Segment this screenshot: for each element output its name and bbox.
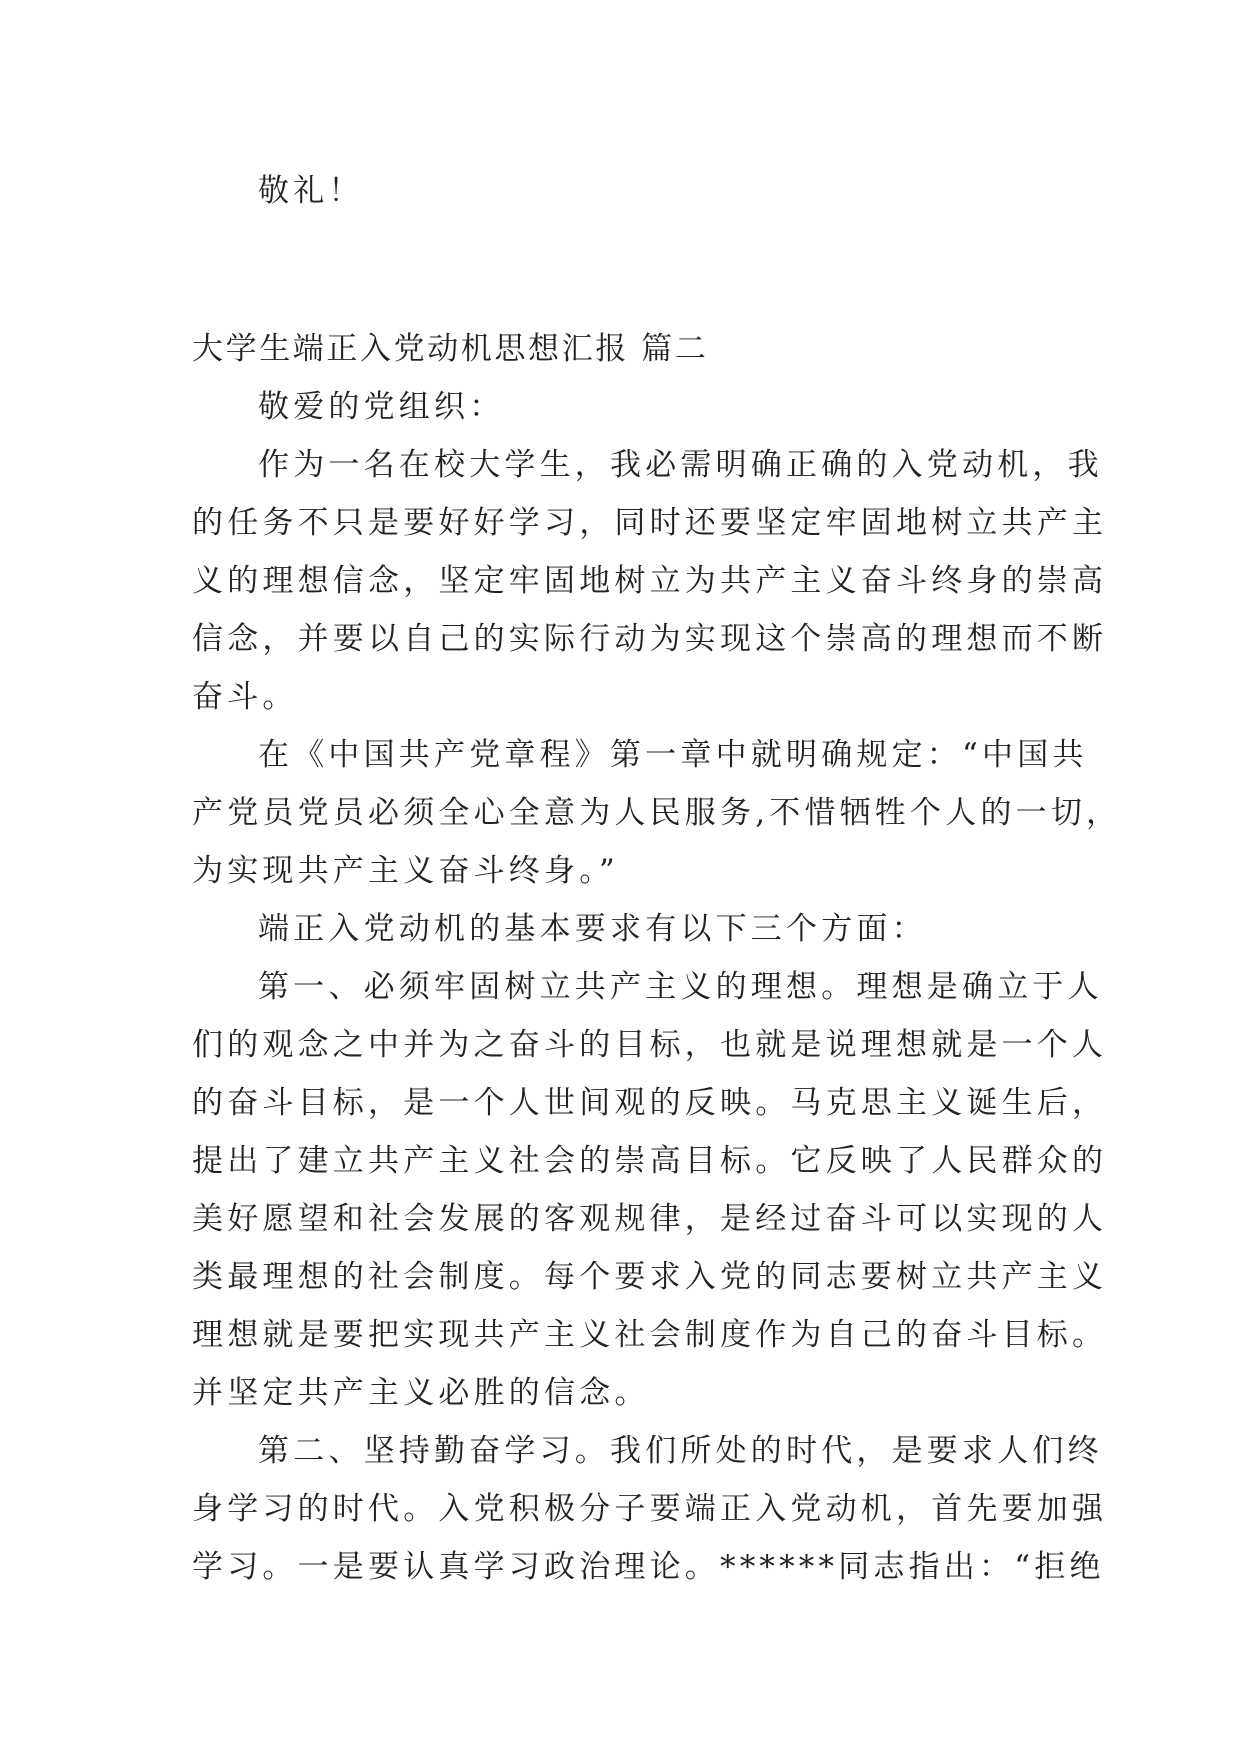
paragraph-2 <box>192 726 1122 900</box>
paragraph-line: 义的理想信念，坚定牢固地树立为共产主义奋斗终身的崇高 <box>192 563 1108 599</box>
paragraph-line: 并坚定共产主义必胜的信念。 <box>192 1375 650 1411</box>
document-body <box>192 162 1122 1596</box>
salute-line: 敬礼！ <box>258 173 364 209</box>
paragraph-line: 在《中国共产党章程》第一章中就明确规定：“中国共 <box>258 737 1088 773</box>
paragraph-line: 们的观念之中并为之奋斗的目标，也就是说理想就是一个人 <box>192 1027 1108 1063</box>
section-gap <box>192 220 1072 320</box>
paragraph-line: 第二、坚持勤奋学习。我们所处的时代，是要求人们终 <box>258 1433 1103 1469</box>
paragraph-5 <box>192 1422 1108 1596</box>
paragraph-line: 的奋斗目标，是一个人世间观的反映。马克思主义诞生后， <box>192 1085 1108 1121</box>
paragraph-line: 美好愿望和社会发展的客观规律，是经过奋斗可以实现的人 <box>192 1201 1108 1237</box>
paragraph-line: 信念，并要以自己的实际行动为实现这个崇高的理想而不断 <box>192 621 1108 657</box>
section-title: 大学生端正入党动机思想汇报 篇二 <box>192 331 709 367</box>
paragraph-line: 为实现共产主义奋斗终身。” <box>192 853 619 889</box>
paragraph-line: 第一、必须牢固树立共产主义的理想。理想是确立于人 <box>258 969 1103 1005</box>
paragraph-line: 提出了建立共产主义社会的崇高目标。它反映了人民群众的 <box>192 1143 1108 1179</box>
paragraph-1 <box>192 436 1108 726</box>
paragraph-line: 类最理想的社会制度。每个要求入党的同志要树立共产主义 <box>192 1259 1108 1295</box>
paragraph-line: 身学习的时代。入党积极分子要端正入党动机，首先要加强 <box>192 1491 1108 1527</box>
paragraph-line: 产党员党员必须全心全意为人民服务,不惜牺牲个人的一切， <box>192 795 1122 831</box>
paragraph-line: 端正入党动机的基本要求有以下三个方面： <box>258 911 927 947</box>
paragraph-line: 作为一名在校大学生，我必需明确正确的入党动机，我 <box>258 447 1103 483</box>
paragraph-4 <box>192 958 1108 1422</box>
paragraph-line: 奋斗。 <box>192 679 298 715</box>
paragraph-line: 理想就是要把实现共产主义社会制度作为自己的奋斗目标。 <box>192 1317 1108 1353</box>
greeting-line: 敬爱的党组织： <box>258 389 505 425</box>
paragraph-line: 学习。一是要认真学习政治理论。******同志指出：“拒绝 <box>192 1549 1105 1585</box>
paragraph-3 <box>192 900 1072 958</box>
paragraph-line: 的任务不只是要好好学习，同时还要坚定牢固地树立共产主 <box>192 505 1108 541</box>
